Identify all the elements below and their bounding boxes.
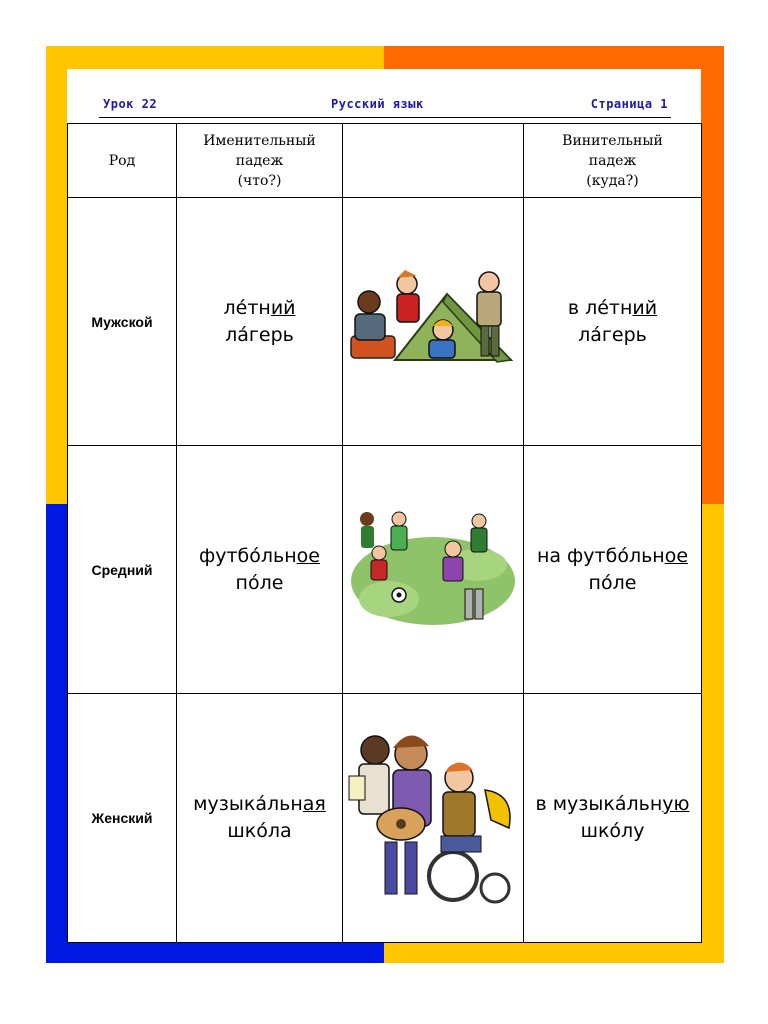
picture-column-header — [343, 124, 524, 198]
kids-music-school-illustration — [345, 724, 521, 912]
picture-cell — [343, 694, 524, 943]
accusative-cell: в музыка́льную шко́лу — [524, 694, 702, 943]
worksheet-page — [67, 69, 701, 942]
table-header-row — [68, 124, 702, 198]
ending: ая — [302, 793, 326, 815]
nominative-cell: футбо́льное по́ле — [177, 446, 343, 694]
gender-cell: Средний — [68, 446, 177, 694]
subject-label: Русский язык — [331, 97, 424, 111]
accusative-cell: в ле́тний ла́герь — [524, 198, 702, 446]
ending: ий — [270, 296, 296, 319]
ending: ий — [632, 296, 658, 319]
gender-column-header: Род — [68, 124, 177, 198]
kids-camping-tent-illustration — [347, 264, 519, 380]
gender-cell: Мужской — [68, 198, 177, 446]
ending: ую — [662, 793, 690, 815]
ending: ое — [296, 544, 320, 567]
picture-cell — [343, 446, 524, 694]
nominative-cell: ле́тний ла́герь — [177, 198, 343, 446]
case-table — [67, 123, 702, 943]
picture-cell — [343, 198, 524, 446]
page-number-label: Страница 1 — [590, 97, 668, 111]
table-row — [68, 446, 702, 694]
lesson-label: Урок 22 — [103, 97, 158, 111]
kids-playing-soccer-illustration — [349, 509, 517, 631]
nominative-cell: музыка́льная шко́ла — [177, 694, 343, 943]
page-header — [99, 95, 671, 118]
nominative-column-header: Именительный падеж (что?) — [177, 124, 343, 198]
accusative-cell: на футбо́льное по́ле — [524, 446, 702, 694]
table-row — [68, 198, 702, 446]
accusative-column-header: Винительный падеж (куда?) — [524, 124, 702, 198]
table-row — [68, 694, 702, 943]
gender-cell: Женский — [68, 694, 177, 943]
ending: ое — [664, 544, 689, 567]
